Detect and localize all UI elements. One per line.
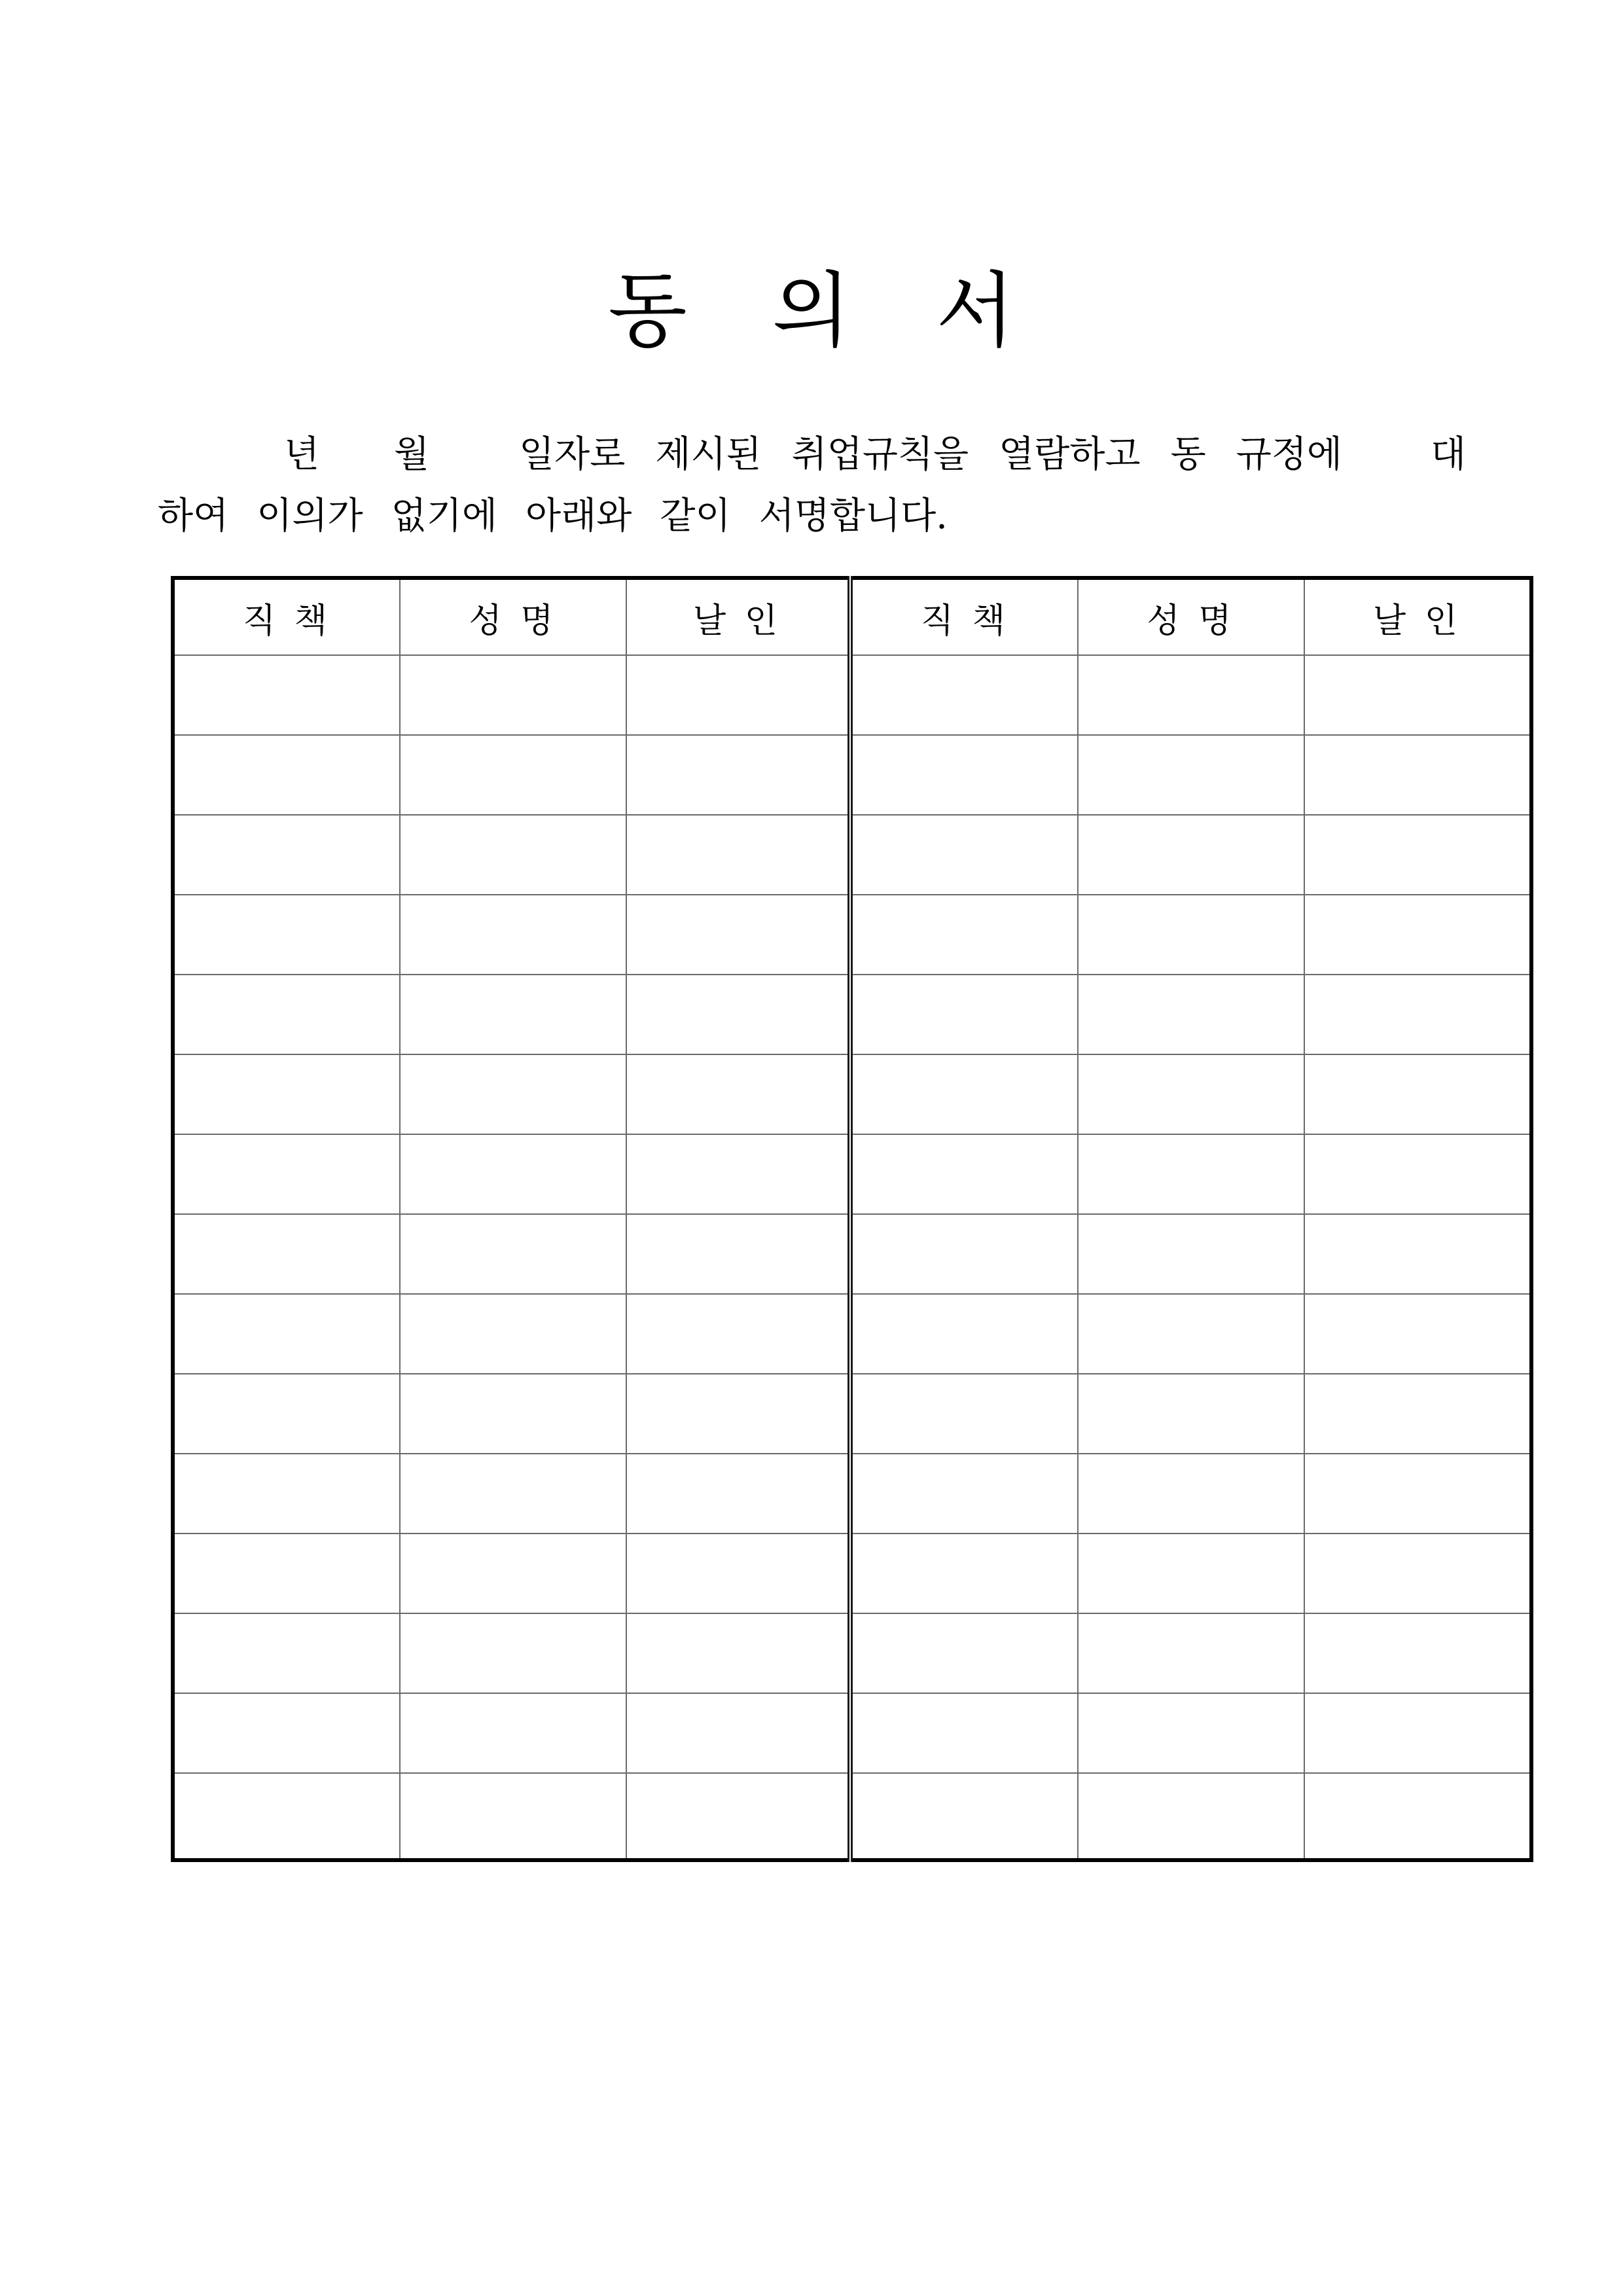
name-right-cell: [1078, 1693, 1304, 1773]
seal-cell: [626, 1454, 850, 1534]
document-title: 동 의 서: [608, 264, 1044, 359]
name-right-cell: [1078, 975, 1304, 1054]
seal-right-cell: [1304, 1294, 1531, 1374]
position-cell: [173, 1773, 400, 1860]
seal-cell: [626, 735, 850, 815]
name-cell: [400, 1773, 626, 1860]
seal-right-cell: [1304, 1054, 1531, 1134]
position-cell: [173, 655, 400, 735]
seal-cell: [626, 1374, 850, 1454]
position-cell: [173, 735, 400, 815]
position-right-cell: [850, 1773, 1078, 1860]
name-right-cell: [1078, 1214, 1304, 1294]
position-right-cell: [850, 1294, 1078, 1374]
seal-right-cell: [1304, 1134, 1531, 1214]
position-cell: [173, 1693, 400, 1773]
name-cell: [400, 1134, 626, 1214]
signature-table-body: [173, 655, 1531, 1860]
signature-row: [173, 1294, 1531, 1374]
position-right-cell: [850, 655, 1078, 735]
seal-right-cell: [1304, 1693, 1531, 1773]
seal-cell: [626, 1134, 850, 1214]
signature-row: [173, 895, 1531, 975]
position-cell: [173, 1214, 400, 1294]
signature-row: [173, 1214, 1531, 1294]
seal-cell: [626, 1773, 850, 1860]
seal-right-cell: [1304, 1613, 1531, 1693]
signature-table: [171, 576, 1533, 1862]
name-right-cell: [1078, 1454, 1304, 1534]
seal-right-cell: [1304, 1773, 1531, 1860]
seal-cell: [626, 895, 850, 975]
name-right-cell: [1078, 1773, 1304, 1860]
signature-table-header: [173, 578, 1531, 655]
intro-year-label: 년: [284, 433, 320, 476]
name-cell: [400, 895, 626, 975]
name-cell: [400, 1054, 626, 1134]
signature-row: [173, 815, 1531, 895]
seal-right-cell: [1304, 975, 1531, 1054]
name-right-cell: [1078, 655, 1304, 735]
position-right-cell: [850, 895, 1078, 975]
seal-cell: [626, 1613, 850, 1693]
position-right-cell: [850, 1693, 1078, 1773]
seal-right-cell: [1304, 1374, 1531, 1454]
name-cell: [400, 1294, 626, 1374]
name-right-cell: [1078, 1294, 1304, 1374]
signature-row: [173, 1693, 1531, 1773]
seal-right-cell: [1304, 1534, 1531, 1613]
name-right-cell: [1078, 735, 1304, 815]
name-cell: [400, 1454, 626, 1534]
name-cell: [400, 1613, 626, 1693]
seal-right-cell: [1304, 815, 1531, 895]
name-cell: [400, 735, 626, 815]
seal-right-cell: [1304, 1454, 1531, 1534]
position-cell: [173, 895, 400, 975]
seal-right-cell: [1304, 735, 1531, 815]
position-cell: [173, 975, 400, 1054]
position-cell: [173, 1054, 400, 1134]
name-right-cell: [1078, 1054, 1304, 1134]
signature-row: [173, 1454, 1531, 1534]
signature-row: [173, 1773, 1531, 1860]
seal-cell: [626, 1534, 850, 1613]
seal-cell: [626, 1693, 850, 1773]
header-name: 성 명: [400, 578, 626, 655]
signature-row: [173, 1054, 1531, 1134]
header-name-right: 성 명: [1078, 578, 1304, 655]
header-position: 직 책: [173, 578, 400, 655]
name-cell: [400, 655, 626, 735]
position-right-cell: [850, 1134, 1078, 1214]
name-cell: [400, 1693, 626, 1773]
position-cell: [173, 815, 400, 895]
position-right-cell: [850, 975, 1078, 1054]
intro-month-label: 월: [394, 433, 430, 476]
name-cell: [400, 1534, 626, 1613]
position-cell: [173, 1134, 400, 1214]
seal-cell: [626, 975, 850, 1054]
name-cell: [400, 1374, 626, 1454]
header-position-right: 직 책: [850, 578, 1078, 655]
position-right-cell: [850, 1214, 1078, 1294]
seal-cell: [626, 1214, 850, 1294]
name-cell: [400, 1214, 626, 1294]
position-right-cell: [850, 1534, 1078, 1613]
name-right-cell: [1078, 1534, 1304, 1613]
name-cell: [400, 815, 626, 895]
signature-row: [173, 735, 1531, 815]
signature-row: [173, 1134, 1531, 1214]
position-right-cell: [850, 735, 1078, 815]
position-cell: [173, 1613, 400, 1693]
position-right-cell: [850, 1054, 1078, 1134]
name-right-cell: [1078, 815, 1304, 895]
header-seal-right: 날 인: [1304, 578, 1531, 655]
position-right-cell: [850, 1613, 1078, 1693]
position-right-cell: [850, 815, 1078, 895]
position-right-cell: [850, 1454, 1078, 1534]
header-seal: 날 인: [626, 578, 850, 655]
position-cell: [173, 1294, 400, 1374]
signature-row: [173, 655, 1531, 735]
intro-line1-end: 대: [1431, 433, 1467, 476]
intro-line2-text: 하여 이의가 없기에 아래와 같이 서명합니다.: [158, 495, 948, 537]
position-cell: [173, 1534, 400, 1613]
seal-right-cell: [1304, 895, 1531, 975]
name-right-cell: [1078, 1613, 1304, 1693]
signature-row: [173, 1374, 1531, 1454]
signature-row: [173, 975, 1531, 1054]
name-right-cell: [1078, 1374, 1304, 1454]
signature-row: [173, 1534, 1531, 1613]
name-right-cell: [1078, 1134, 1304, 1214]
seal-right-cell: [1304, 655, 1531, 735]
seal-cell: [626, 815, 850, 895]
position-cell: [173, 1374, 400, 1454]
intro-line1-text: 일자로 제시된 취업규칙을 열람하고 동 규정에: [519, 433, 1342, 476]
header-row: [173, 578, 1531, 655]
name-right-cell: [1078, 895, 1304, 975]
seal-right-cell: [1304, 1214, 1531, 1294]
position-right-cell: [850, 1374, 1078, 1454]
seal-cell: [626, 655, 850, 735]
position-cell: [173, 1454, 400, 1534]
seal-cell: [626, 1294, 850, 1374]
seal-cell: [626, 1054, 850, 1134]
name-cell: [400, 975, 626, 1054]
signature-row: [173, 1613, 1531, 1693]
